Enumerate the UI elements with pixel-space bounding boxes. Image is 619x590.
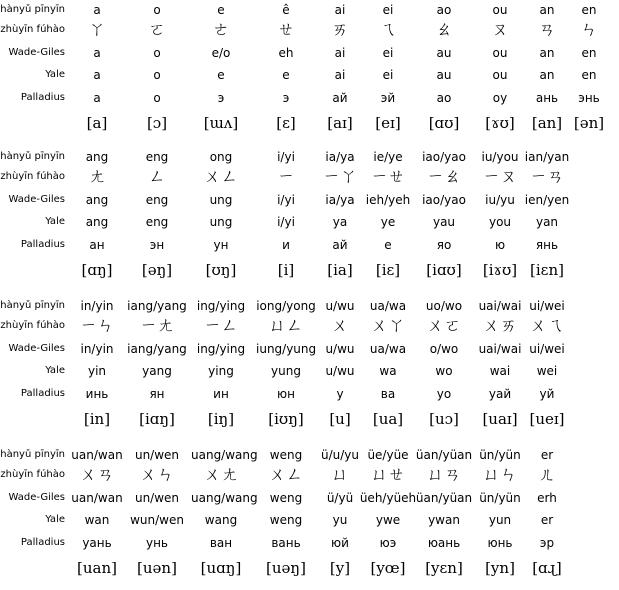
- cell-palladius: юэ: [379, 536, 397, 550]
- cell-pinyin: ing/ying: [196, 299, 246, 313]
- cell-ipa: [ueɪ]: [529, 410, 565, 428]
- cell-wade: in/yin: [80, 342, 114, 356]
- cell-palladius: а: [93, 91, 101, 105]
- cell-yale: i/yi: [277, 215, 295, 229]
- cell-zhuyin: ㄧㄢ: [530, 167, 564, 187]
- cell-zhuyin: ㄩㄢ: [427, 465, 461, 485]
- cell-pinyin: ü/u/yu: [320, 448, 359, 462]
- cell-yale: yin: [87, 364, 107, 378]
- cell-yale: ying: [208, 364, 234, 378]
- cell-pinyin: un/wen: [134, 448, 180, 462]
- cell-zhuyin: ㄨㄛ: [427, 316, 461, 336]
- cell-zhuyin: ㄞ: [331, 20, 349, 40]
- cell-ipa: [iɑʊ]: [426, 261, 462, 279]
- cell-yale: ya: [332, 215, 348, 229]
- cell-yale: you: [488, 215, 512, 229]
- cell-yale: weng: [269, 513, 303, 527]
- row-pinyin: [0, 296, 600, 316]
- cell-palladius: ай: [332, 91, 348, 105]
- cell-palladius: юнь: [487, 536, 513, 550]
- cell-palladius: энь: [578, 91, 600, 105]
- cell-yale: e: [282, 68, 290, 82]
- cell-ipa: [ʊŋ]: [205, 261, 237, 279]
- cell-zhuyin: ㄨㄞ: [483, 316, 517, 336]
- row-zhuyin: [0, 167, 600, 187]
- row-wade: [0, 43, 600, 63]
- cell-palladius: у: [336, 387, 344, 401]
- cell-palladius: инь: [85, 387, 109, 401]
- cell-zhuyin: ㄧㄚ: [323, 167, 357, 187]
- cell-ipa: [uaɪ]: [482, 410, 518, 428]
- cell-wade: en: [581, 46, 597, 60]
- row-label-yale: Yale: [45, 69, 65, 80]
- cell-pinyin: ui/wei: [529, 299, 565, 313]
- row-yale: [0, 361, 600, 381]
- cell-ipa: [yn]: [485, 559, 515, 577]
- cell-ipa: [uəŋ]: [266, 559, 306, 577]
- cell-wade: uan/wan: [71, 491, 123, 505]
- cell-pinyin: iao/yao: [422, 150, 466, 164]
- row-label-wade: Wade-Giles: [8, 492, 65, 503]
- cell-pinyin: u/wu: [325, 299, 355, 313]
- cell-palladius: ю: [494, 238, 506, 252]
- cell-palladius: юй: [331, 536, 349, 550]
- cell-palladius: ин: [213, 387, 229, 401]
- cell-yale: wei: [536, 364, 558, 378]
- row-ipa: [0, 260, 600, 280]
- cell-wade: üan/yüan: [415, 491, 473, 505]
- cell-palladius: ян: [149, 387, 165, 401]
- cell-yale: ye: [380, 215, 396, 229]
- cell-zhuyin: ㄜ: [212, 20, 230, 40]
- cell-wade: an: [539, 46, 555, 60]
- row-label-zhuyin: zhùyīn fúhào: [0, 171, 65, 182]
- cell-wade: eng: [145, 193, 169, 207]
- cell-yale: en: [581, 68, 597, 82]
- cell-yale: ang: [85, 215, 109, 229]
- cell-ipa: [u]: [329, 410, 351, 428]
- cell-pinyin: üan/yüan: [415, 448, 473, 462]
- row-ipa: [0, 409, 600, 429]
- cell-wade: eh: [278, 46, 294, 60]
- cell-pinyin: iong/yong: [256, 299, 316, 313]
- cell-ipa: [ɤʊ]: [485, 114, 515, 132]
- cell-zhuyin: ㄨ: [331, 316, 349, 336]
- cell-yale: ou: [492, 68, 508, 82]
- finals-block: [0, 296, 600, 441]
- cell-yale: yung: [271, 364, 301, 378]
- cell-yale: e: [217, 68, 225, 82]
- row-yale: [0, 65, 600, 85]
- cell-pinyin: eng: [145, 150, 169, 164]
- row-palladius: [0, 235, 600, 255]
- cell-ipa: [ua]: [372, 410, 404, 428]
- cell-wade: ai: [334, 46, 346, 60]
- cell-zhuyin: ㄧ: [277, 167, 295, 187]
- cell-zhuyin: ㄩㄝ: [371, 465, 405, 485]
- cell-yale: u/wu: [325, 364, 355, 378]
- cell-pinyin: iang/yang: [127, 299, 187, 313]
- cell-pinyin: a: [93, 3, 101, 17]
- cell-yale: o: [153, 68, 161, 82]
- cell-palladius: ай: [332, 238, 348, 252]
- cell-wade: un/wen: [134, 491, 180, 505]
- row-palladius: [0, 88, 600, 108]
- cell-zhuyin: ㄩㄥ: [269, 316, 303, 336]
- row-pinyin: [0, 147, 600, 167]
- cell-wade: uang/wang: [191, 491, 258, 505]
- cell-ipa: [uən]: [137, 559, 177, 577]
- cell-zhuyin: ㄨㄢ: [80, 465, 114, 485]
- cell-pinyin: ê: [282, 3, 290, 17]
- cell-wade: ü/yü: [326, 491, 354, 505]
- cell-ipa: [y]: [329, 559, 351, 577]
- cell-pinyin: ua/wa: [369, 299, 407, 313]
- cell-ipa: [ɔ]: [146, 114, 168, 132]
- cell-yale: a: [93, 68, 101, 82]
- cell-wade: ia/ya: [325, 193, 355, 207]
- cell-wade: uai/wai: [478, 342, 522, 356]
- row-label-yale: Yale: [45, 514, 65, 525]
- cell-zhuyin: ㄥ: [148, 167, 166, 187]
- row-pinyin: [0, 0, 600, 20]
- cell-ipa: [iɤʊ]: [482, 261, 518, 279]
- cell-wade: a: [93, 46, 101, 60]
- row-label-wade: Wade-Giles: [8, 343, 65, 354]
- cell-zhuyin: ㄨㄚ: [371, 316, 405, 336]
- cell-ipa: [iɑŋ]: [139, 410, 175, 428]
- row-label-zhuyin: zhùyīn fúhào: [0, 320, 65, 331]
- cell-ipa: [an]: [531, 114, 563, 132]
- cell-yale: yun: [488, 513, 512, 527]
- cell-pinyin: o: [153, 3, 161, 17]
- cell-palladius: янь: [535, 238, 559, 252]
- cell-palladius: юань: [427, 536, 461, 550]
- cell-yale: ei: [382, 68, 394, 82]
- cell-pinyin: ün/yün: [479, 448, 521, 462]
- cell-palladius: ао: [436, 91, 452, 105]
- row-label-pinyin: hànyǔ pīnyīn: [0, 300, 65, 311]
- cell-palladius: е: [384, 238, 392, 252]
- row-zhuyin: [0, 20, 600, 40]
- cell-palladius: эр: [539, 536, 555, 550]
- cell-yale: ywan: [428, 513, 460, 527]
- cell-yale: wang: [204, 513, 238, 527]
- row-wade: [0, 190, 600, 210]
- cell-palladius: о: [153, 91, 161, 105]
- cell-palladius: ва: [380, 387, 396, 401]
- cell-wade: iung/yung: [256, 342, 317, 356]
- cell-ipa: [aɪ]: [327, 114, 353, 132]
- cell-ipa: [ɑŋ]: [81, 261, 113, 279]
- cell-ipa: [ia]: [327, 261, 353, 279]
- cell-palladius: вань: [271, 536, 301, 550]
- cell-yale: eng: [145, 215, 169, 229]
- cell-wade: ün/yün: [479, 491, 521, 505]
- cell-zhuyin: ㄧㄡ: [483, 167, 517, 187]
- cell-wade: o: [153, 46, 161, 60]
- cell-pinyin: iu/you: [481, 150, 519, 164]
- cell-palladius: э: [282, 91, 290, 105]
- cell-wade: i/yi: [277, 193, 295, 207]
- row-label-yale: Yale: [45, 365, 65, 376]
- finals-block: [0, 0, 605, 145]
- cell-palladius: ань: [535, 91, 559, 105]
- cell-palladius: юн: [277, 387, 295, 401]
- cell-zhuyin: ㄨㄣ: [140, 465, 174, 485]
- cell-palladius: эн: [149, 238, 165, 252]
- cell-ipa: [eɪ]: [375, 114, 401, 132]
- cell-wade: u/wu: [325, 342, 355, 356]
- row-label-palladius: Palladius: [20, 92, 65, 103]
- cell-zhuyin: ㄨㄥ: [269, 465, 303, 485]
- row-yale: [0, 212, 600, 232]
- cell-wade: ua/wa: [369, 342, 407, 356]
- cell-pinyin: an: [539, 3, 555, 17]
- cell-ipa: [iʊŋ]: [268, 410, 304, 428]
- row-yale: [0, 510, 600, 530]
- cell-ipa: [əŋ]: [141, 261, 173, 279]
- cell-wade: weng: [269, 491, 303, 505]
- cell-pinyin: er: [540, 448, 554, 462]
- cell-ipa: [ɑɻ]: [532, 559, 562, 577]
- cell-pinyin: ei: [382, 3, 394, 17]
- cell-wade: au: [436, 46, 452, 60]
- cell-ipa: [ɑʊ]: [428, 114, 460, 132]
- cell-pinyin: uai/wai: [478, 299, 522, 313]
- cell-wade: e/o: [211, 46, 231, 60]
- cell-pinyin: üe/yüe: [367, 448, 409, 462]
- cell-palladius: уо: [436, 387, 452, 401]
- cell-yale: wai: [489, 364, 511, 378]
- cell-pinyin: ao: [436, 3, 452, 17]
- cell-palladius: ун: [213, 238, 229, 252]
- cell-yale: wo: [435, 364, 453, 378]
- cell-palladius: унь: [145, 536, 169, 550]
- cell-wade: iu/yu: [485, 193, 515, 207]
- cell-palladius: уай: [488, 387, 512, 401]
- cell-ipa: [iŋ]: [207, 410, 235, 428]
- cell-yale: wan: [84, 513, 110, 527]
- cell-pinyin: ou: [492, 3, 508, 17]
- cell-pinyin: i/yi: [277, 150, 295, 164]
- cell-palladius: оу: [492, 91, 508, 105]
- cell-ipa: [i]: [277, 261, 295, 279]
- cell-wade: ung: [209, 193, 233, 207]
- cell-zhuyin: ㄩ: [331, 465, 349, 485]
- row-label-wade: Wade-Giles: [8, 194, 65, 205]
- cell-ipa: [a]: [86, 114, 108, 132]
- row-zhuyin: [0, 465, 600, 485]
- cell-zhuyin: ㄧㄝ: [371, 167, 405, 187]
- cell-wade: ien/yen: [524, 193, 570, 207]
- cell-zhuyin: ㄠ: [435, 20, 453, 40]
- cell-pinyin: e: [217, 3, 225, 17]
- cell-wade: ou: [492, 46, 508, 60]
- finals-block: [0, 147, 600, 292]
- cell-ipa: [uɔ]: [429, 410, 459, 428]
- row-label-pinyin: hànyǔ pīnyīn: [0, 4, 65, 15]
- cell-zhuyin: ㄨㄤ: [204, 465, 238, 485]
- cell-ipa: [iɛ]: [375, 261, 401, 279]
- cell-wade: ieh/yeh: [365, 193, 411, 207]
- cell-ipa: [iɛn]: [530, 261, 564, 279]
- cell-yale: an: [539, 68, 555, 82]
- cell-wade: iao/yao: [422, 193, 466, 207]
- cell-pinyin: ai: [334, 3, 346, 17]
- row-label-palladius: Palladius: [20, 537, 65, 548]
- cell-yale: yau: [432, 215, 456, 229]
- cell-ipa: [uɑŋ]: [200, 559, 242, 577]
- cell-zhuyin: ㄣ: [580, 20, 598, 40]
- cell-wade: ui/wei: [529, 342, 565, 356]
- cell-ipa: [uan]: [77, 559, 117, 577]
- cell-pinyin: weng: [269, 448, 303, 462]
- cell-wade: ang: [85, 193, 109, 207]
- cell-zhuyin: ㄧㄠ: [427, 167, 461, 187]
- cell-palladius: и: [282, 238, 290, 252]
- cell-wade: ei: [382, 46, 394, 60]
- cell-wade: üeh/yüeh: [359, 491, 417, 505]
- cell-yale: ywe: [375, 513, 401, 527]
- cell-yale: yang: [142, 364, 172, 378]
- row-zhuyin: [0, 316, 600, 336]
- row-label-palladius: Palladius: [20, 388, 65, 399]
- cell-zhuyin: ㄚ: [88, 20, 106, 40]
- row-label-palladius: Palladius: [20, 239, 65, 250]
- cell-zhuyin: ㄟ: [379, 20, 397, 40]
- finals-block: [0, 445, 600, 590]
- cell-yale: ung: [209, 215, 233, 229]
- cell-zhuyin: ㄝ: [277, 20, 295, 40]
- row-label-wade: Wade-Giles: [8, 47, 65, 58]
- cell-pinyin: en: [581, 3, 597, 17]
- cell-zhuyin: ㄨㄥ: [204, 167, 238, 187]
- cell-pinyin: ang: [85, 150, 109, 164]
- cell-palladius: ан: [89, 238, 105, 252]
- cell-yale: ai: [334, 68, 346, 82]
- cell-zhuyin: ㄧㄤ: [140, 316, 174, 336]
- cell-yale: yan: [535, 215, 559, 229]
- cell-wade: o/wo: [429, 342, 459, 356]
- cell-zhuyin: ㄢ: [538, 20, 556, 40]
- cell-palladius: э: [217, 91, 225, 105]
- row-ipa: [0, 558, 600, 578]
- cell-palladius: эй: [380, 91, 396, 105]
- cell-zhuyin: ㄩㄣ: [483, 465, 517, 485]
- cell-ipa: [yœ]: [370, 559, 406, 577]
- row-label-yale: Yale: [45, 216, 65, 227]
- cell-zhuyin: ㄧㄣ: [80, 316, 114, 336]
- cell-palladius: ван: [209, 536, 233, 550]
- row-label-zhuyin: zhùyīn fúhào: [0, 469, 65, 480]
- cell-pinyin: ong: [209, 150, 233, 164]
- cell-wade: erh: [537, 491, 557, 505]
- cell-zhuyin: ㄛ: [148, 20, 166, 40]
- row-wade: [0, 339, 600, 359]
- row-wade: [0, 488, 600, 508]
- cell-wade: iang/yang: [127, 342, 187, 356]
- row-palladius: [0, 384, 600, 404]
- row-palladius: [0, 533, 600, 553]
- cell-zhuyin: ㄤ: [88, 167, 106, 187]
- cell-pinyin: uang/wang: [191, 448, 258, 462]
- cell-yale: yu: [332, 513, 348, 527]
- cell-ipa: [ɯʌ]: [203, 114, 239, 132]
- cell-pinyin: ie/ye: [373, 150, 403, 164]
- cell-pinyin: uo/wo: [425, 299, 463, 313]
- cell-yale: wun/wen: [130, 513, 184, 527]
- cell-palladius: яо: [436, 238, 452, 252]
- cell-yale: wa: [379, 364, 397, 378]
- cell-zhuyin: ㄦ: [538, 465, 556, 485]
- cell-yale: er: [540, 513, 554, 527]
- cell-yale: au: [436, 68, 452, 82]
- cell-ipa: [ɛ]: [276, 114, 296, 132]
- cell-pinyin: ia/ya: [325, 150, 355, 164]
- cell-ipa: [yɛn]: [425, 559, 463, 577]
- cell-zhuyin: ㄨㄟ: [530, 316, 564, 336]
- cell-zhuyin: ㄧㄥ: [204, 316, 238, 336]
- row-pinyin: [0, 445, 600, 465]
- cell-palladius: уй: [539, 387, 555, 401]
- cell-wade: ing/ying: [196, 342, 246, 356]
- row-label-zhuyin: zhùyīn fúhào: [0, 24, 65, 35]
- cell-pinyin: uan/wan: [71, 448, 123, 462]
- cell-pinyin: ian/yan: [524, 150, 570, 164]
- row-label-pinyin: hànyǔ pīnyīn: [0, 449, 65, 460]
- cell-pinyin: in/yin: [80, 299, 114, 313]
- cell-ipa: [in]: [83, 410, 111, 428]
- cell-ipa: [ən]: [573, 114, 605, 132]
- cell-zhuyin: ㄡ: [491, 20, 509, 40]
- row-label-pinyin: hànyǔ pīnyīn: [0, 151, 65, 162]
- cell-palladius: уань: [82, 536, 112, 550]
- row-ipa: [0, 113, 605, 133]
